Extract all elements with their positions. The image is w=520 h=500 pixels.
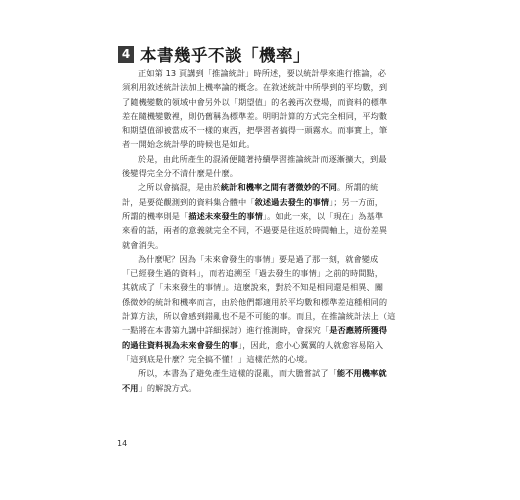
text-line bbox=[122, 309, 398, 323]
text-line bbox=[122, 366, 398, 380]
text-line bbox=[122, 152, 398, 166]
emphasized-text: 統計和機率之間有著微妙的不同 bbox=[220, 182, 337, 193]
text-line bbox=[122, 195, 398, 209]
emphasized-text: 是否應將所獲得 bbox=[329, 325, 388, 336]
emphasized-text: 敘述過去發生的事情 bbox=[254, 196, 330, 207]
text-line bbox=[122, 338, 398, 352]
text-segment: 之所以會搞混，是由於 bbox=[138, 182, 221, 193]
text-line bbox=[122, 280, 398, 294]
text-segment: 於是，由此所產生的混淆便隨著持續學習推論統計而逐漸擴大，到最 bbox=[138, 153, 387, 164]
text-line bbox=[122, 252, 398, 266]
text-line bbox=[122, 295, 398, 309]
text-segment: 和期望值卻被當成不一樣的東西，把學習者搞得一頭霧水。而事實上，筆 bbox=[122, 125, 388, 136]
text-segment: 所以，本書為了避免產生這樣的混亂，而大膽嘗試了「 bbox=[138, 368, 337, 379]
text-line bbox=[122, 95, 398, 109]
text-segment: 了隨機變數的領域中會另外以「期望值」的名義再次登場，而資料的標準 bbox=[122, 96, 388, 107]
text-segment: 者一開始念統計學的時候也是如此。 bbox=[122, 139, 255, 150]
text-line bbox=[122, 238, 398, 252]
text-segment: 「這到底是什麼？完全搞不懂！」這樣茫然的心境。 bbox=[122, 353, 313, 364]
emphasized-text: 不用 bbox=[122, 382, 139, 393]
section-heading bbox=[118, 42, 310, 66]
text-segment: 係微妙的統計和機率而言，由於他們都適用於平均數和標準差這種相同的 bbox=[122, 296, 388, 307]
text-line bbox=[122, 66, 398, 80]
text-line bbox=[122, 223, 398, 237]
text-segment: 一點將在本書第九講中詳細探討）進行推測時，會探究「 bbox=[122, 325, 330, 336]
text-segment: 計算方法，所以會感到錯亂也不是不可能的事。而且，在推論統計法上（這 bbox=[122, 311, 396, 322]
text-segment: 差在隨機變數裡，則仍舊稱為標準差。明明計算的方式完全相同，平均數 bbox=[122, 110, 388, 121]
paragraph bbox=[122, 366, 398, 395]
section-number-badge: 4 bbox=[118, 46, 134, 63]
page-number: 14 bbox=[117, 439, 128, 448]
text-segment: 」；另一方面， bbox=[329, 196, 384, 207]
text-line bbox=[122, 209, 398, 223]
text-segment: 」的解說方式。 bbox=[138, 382, 197, 393]
text-line bbox=[122, 352, 398, 366]
emphasized-text: 描述未來發生的事情 bbox=[188, 210, 263, 221]
text-segment: 所謂的機率則是「 bbox=[122, 210, 189, 221]
text-line bbox=[122, 80, 398, 94]
text-segment: 來看的話，兩者的意義就完全不同，不過要是往返於時間軸上，這份差異 bbox=[122, 225, 388, 236]
text-segment: 」，因此，愈小心翼翼的人就愈容易陷入 bbox=[238, 339, 384, 350]
text-line bbox=[122, 266, 398, 280]
text-line bbox=[122, 109, 398, 123]
paragraph bbox=[122, 152, 398, 181]
text-line bbox=[122, 323, 398, 337]
text-segment: 」。如此一來，以「現在」為基準 bbox=[262, 210, 384, 221]
paragraph bbox=[122, 66, 398, 152]
text-segment: 其就成了「未來發生的事情」。這麼說來，對於不知是相同還是相異、關 bbox=[122, 282, 384, 293]
text-segment: 計，是要從觀測到的資料集合體中「 bbox=[122, 196, 255, 207]
paragraph bbox=[122, 252, 398, 366]
paragraph bbox=[122, 180, 398, 251]
text-segment: 須利用敘述統計法加上機率論的概念。在敘述統計中所學到的平均數，到 bbox=[122, 82, 388, 93]
text-segment: 為什麼呢？因為「未來會發生的事情」要是過了那一刻，就會變成 bbox=[138, 253, 379, 264]
emphasized-text: 能不用機率就 bbox=[336, 368, 387, 379]
text-segment: 。所謂的統 bbox=[336, 182, 379, 193]
text-line bbox=[122, 123, 398, 137]
text-line bbox=[122, 381, 398, 395]
text-line bbox=[122, 166, 398, 180]
text-segment: 後變得完全分不清什麼是什麼。 bbox=[122, 168, 239, 179]
text-segment: 「已經發生過的資料」，而若追溯至「過去發生的事情」之前的時間點， bbox=[122, 268, 384, 279]
section-title: 本書幾乎不談「機率」 bbox=[140, 46, 310, 65]
text-segment: 就會消失。 bbox=[122, 239, 164, 250]
body-text bbox=[122, 66, 398, 395]
emphasized-text: 的過往資料視為未來會發生的事 bbox=[122, 339, 239, 350]
text-segment: 正如第 13 頁講到「推論統計」時所述，要以統計學來進行推論，必 bbox=[138, 68, 387, 78]
text-line bbox=[122, 137, 398, 151]
text-line bbox=[122, 180, 398, 194]
